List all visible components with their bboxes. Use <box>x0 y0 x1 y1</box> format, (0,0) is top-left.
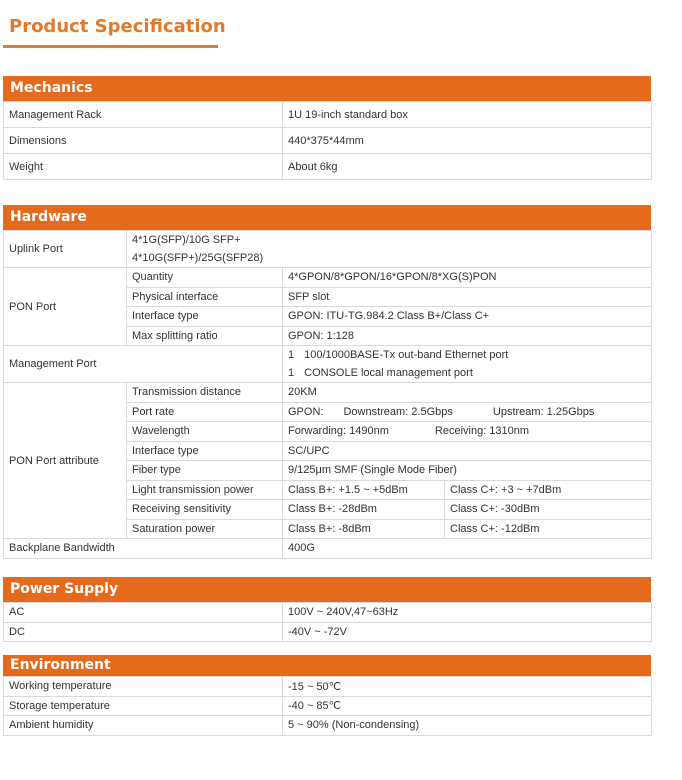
spec-value <box>283 346 652 383</box>
spec-sublabel: Receiving sensitivity <box>127 500 283 520</box>
section-header-hardware: Hardware <box>3 205 651 230</box>
spec-sublabel: Saturation power <box>127 519 283 539</box>
spec-value: -40V ~ -72V <box>283 622 652 642</box>
spec-value-class-c: Class C+: -12dBm <box>445 519 652 539</box>
table-row <box>4 383 652 403</box>
spec-sublabel: Max splitting ratio <box>127 326 283 346</box>
spec-label: Management Port <box>4 346 283 383</box>
mgmt-port-line-1 <box>288 346 651 364</box>
spec-value: 4*GPON/8*GPON/16*GPON/8*XG(S)PON <box>283 268 652 288</box>
port-rate-downstream: Downstream: 2.5Gbps <box>343 405 453 418</box>
table-row <box>4 154 652 180</box>
spec-label: Ambient humidity <box>4 716 283 736</box>
spec-value: SC/UPC <box>283 441 652 461</box>
table-row <box>4 346 652 383</box>
table-row <box>4 128 652 154</box>
spec-value: GPON: ITU-TG.984.2 Class B+/Class C+ <box>283 307 652 327</box>
spec-label: Storage temperature <box>4 696 283 716</box>
spec-value-class-b: Class B+: +1.5 ~ +5dBm <box>283 480 445 500</box>
spec-sublabel: Interface type <box>127 441 283 461</box>
spec-sublabel: Quantity <box>127 268 283 288</box>
spec-value-class-c: Class C+: +3 ~ +7dBm <box>445 480 652 500</box>
mechanics-section <box>3 76 651 180</box>
spec-label: Working temperature <box>4 677 283 697</box>
spec-label: AC <box>4 603 283 623</box>
spec-sublabel: Wavelength <box>127 422 283 442</box>
spec-label: DC <box>4 622 283 642</box>
table-row <box>4 231 652 268</box>
mgmt-port-count: 1 <box>288 349 295 361</box>
spec-sublabel: Physical interface <box>127 287 283 307</box>
section-header-power: Power Supply <box>3 577 651 602</box>
spec-value-class-b: Class B+: -8dBm <box>283 519 445 539</box>
spec-value <box>127 231 652 268</box>
environment-section <box>3 655 651 736</box>
spec-sublabel: Transmission distance <box>127 383 283 403</box>
spec-value: 400G <box>283 539 652 559</box>
spec-value-class-c: Class C+: -30dBm <box>445 500 652 520</box>
uplink-line-1: 4*1G(SFP)/10G SFP+ <box>132 234 241 246</box>
page-title: Product Specification <box>9 16 226 37</box>
spec-value: 1U 19-inch standard box <box>283 102 652 128</box>
table-row <box>4 603 652 623</box>
spec-label: PON Port <box>4 268 127 346</box>
port-rate-upstream: Upstream: 1.25Gbps <box>492 405 595 418</box>
spec-label: Backplane Bandwidth <box>4 539 283 559</box>
table-row <box>4 622 652 642</box>
power-section <box>3 577 651 642</box>
spec-label: Dimensions <box>4 128 283 154</box>
section-header-environment: Environment <box>3 655 651 676</box>
power-table <box>3 602 652 642</box>
spec-value: 440*375*44mm <box>283 128 652 154</box>
spec-value: SFP slot <box>283 287 652 307</box>
hardware-table <box>3 230 652 559</box>
table-row <box>4 102 652 128</box>
section-header-mechanics: Mechanics <box>3 76 651 101</box>
table-row <box>4 539 652 559</box>
mechanics-table <box>3 101 652 180</box>
spec-label: Uplink Port <box>4 231 127 268</box>
spec-value <box>283 402 652 422</box>
spec-label: Weight <box>4 154 283 180</box>
spec-label: Management Rack <box>4 102 283 128</box>
mgmt-port-text: 100/1000BASE-Tx out-band Ethernet port <box>304 349 509 361</box>
spec-sublabel: Interface type <box>127 307 283 327</box>
spec-value-class-b: Class B+: -28dBm <box>283 500 445 520</box>
wavelength-receiving: Receiving: 1310nm <box>434 425 530 438</box>
hardware-section <box>3 205 651 559</box>
spec-value: GPON: 1:128 <box>283 326 652 346</box>
spec-value: 100V ~ 240V,47~63Hz <box>283 603 652 623</box>
mgmt-port-line-2 <box>288 364 651 382</box>
mgmt-port-text: CONSOLE local management port <box>304 367 473 379</box>
title-underline <box>3 45 218 48</box>
spec-sublabel: Fiber type <box>127 461 283 481</box>
spec-value: -15 ~ 50℃ <box>283 677 652 697</box>
spec-sublabel: Port rate <box>127 402 283 422</box>
spec-value <box>283 422 652 442</box>
port-rate-prefix: GPON: <box>288 405 324 418</box>
spec-value: 5 ~ 90% (Non-condensing) <box>283 716 652 736</box>
environment-table <box>3 676 652 736</box>
spec-label: PON Port attribute <box>4 383 127 539</box>
spec-value: About 6kg <box>283 154 652 180</box>
mgmt-port-count: 1 <box>288 367 295 379</box>
table-row <box>4 677 652 697</box>
wavelength-forwarding: Forwarding: 1490nm <box>288 425 389 438</box>
spec-value: 9/125μm SMF (Single Mode Fiber) <box>283 461 652 481</box>
table-row <box>4 696 652 716</box>
table-row <box>4 268 652 288</box>
table-row <box>4 716 652 736</box>
uplink-line-2: 4*10G(SFP+)/25G(SFP28) <box>132 252 264 264</box>
spec-sublabel: Light transmission power <box>127 480 283 500</box>
spec-value: 20KM <box>283 383 652 403</box>
spec-value: -40 ~ 85℃ <box>283 696 652 716</box>
